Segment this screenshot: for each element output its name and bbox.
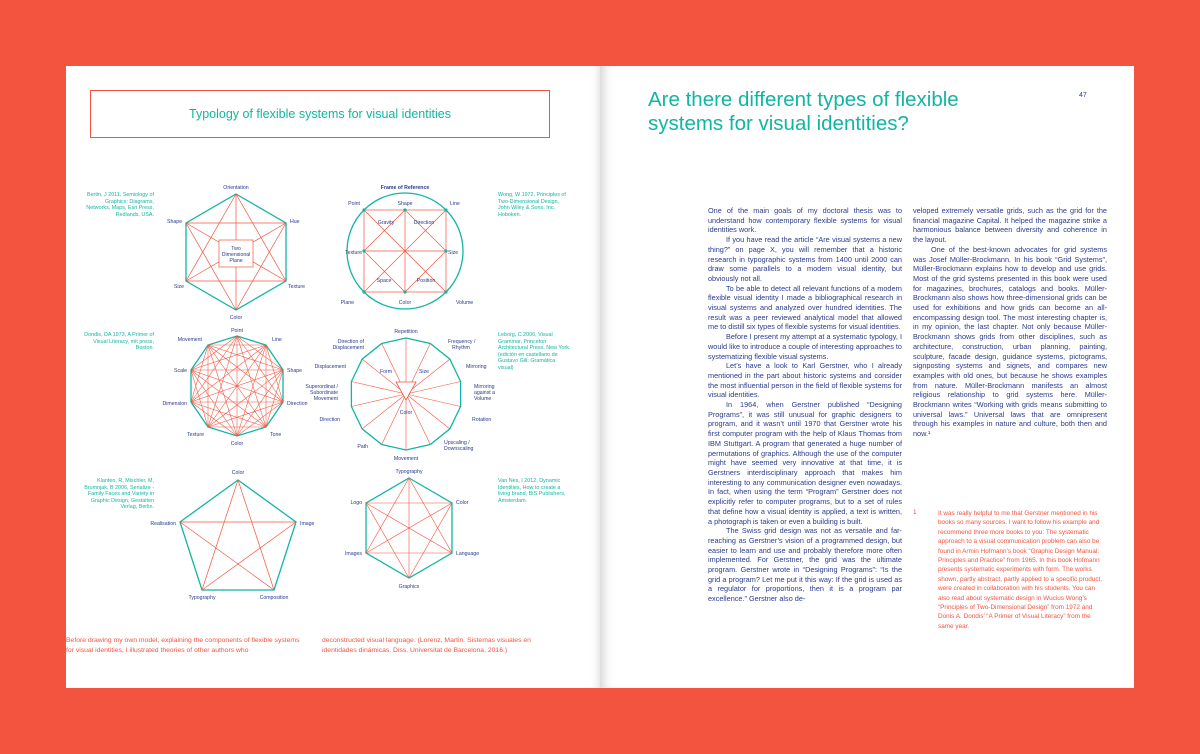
citation-bertin: Bertin, J 2011, Semiology of Graphics: Diagrams, Networks, Maps, Esri Press, Redlands, USA.: [86, 192, 154, 218]
label: Size: [418, 369, 430, 375]
svg-text:Volume: Volume: [474, 396, 492, 402]
label: Mirroring: [466, 364, 487, 370]
label: Typography: [188, 595, 216, 601]
label: Color: [230, 441, 244, 447]
caption-col1: Before drawing my own model, explaining the components of flexible systems for visual identities, I illustrated theories of other authors who: [66, 637, 300, 654]
label: Volume: [456, 300, 474, 306]
headline: Are there different types of flexible systems for visual identities?: [648, 88, 959, 135]
label: Line: [272, 337, 282, 343]
label: Plane: [340, 300, 354, 306]
label: Color: [398, 300, 412, 306]
label: Texture: [288, 284, 306, 290]
label: Form: [379, 369, 393, 375]
label: Color: [231, 470, 245, 476]
label: Logo: [350, 500, 362, 506]
paragraph: If you have read the article “Are visual systems a new thing?” on page X, you will remember that a historic research in typographic systems from 1400 until 2000 can draw some parallels to a modern visual identity, but obviously not all.: [708, 235, 902, 283]
label: Movement: [177, 337, 202, 343]
label: Images: [344, 551, 362, 557]
left-page: [66, 66, 600, 688]
label: Typography: [395, 469, 423, 475]
diagram-dondis: [154, 324, 320, 468]
label: Shape: [287, 368, 303, 374]
typology-title-box: [90, 90, 550, 138]
svg-text:Dimensional: Dimensional: [221, 252, 251, 258]
label: Color: [229, 315, 243, 321]
citation-klanten: Klanten, R, Mischler, M, Brumnjak, B 2006, Serialize - Family Faces and Variety in Graphic Design, Gestalten Verlag, Berlin.: [84, 478, 154, 511]
label: Direction: [413, 220, 435, 226]
label: Displacement: [314, 364, 346, 370]
label: Path: [357, 444, 368, 450]
page-number: 47: [1079, 92, 1087, 99]
label: Realisation: [150, 521, 176, 527]
label: Graphics: [398, 584, 420, 590]
label: Hue: [290, 219, 300, 225]
label: Composition: [259, 595, 289, 601]
paragraph: To be able to detect all relevant functions of a modern flexible visual identity I made a bibliographical research in visual systems and analyzed over hundred identities. The result was a peer reviewed analytical model that allowed me to distill six types of flexible systems for visual identities.: [708, 283, 902, 332]
svg-text:Movement: Movement: [313, 396, 338, 402]
label: Language: [456, 551, 480, 557]
label: Line: [450, 201, 460, 207]
label: Position: [416, 278, 436, 284]
svg-text:Subordinate: Subordinate: [310, 390, 338, 396]
diagram-vannes: [334, 466, 484, 602]
paragraph: In 1964, when Gerstner published “Designing Programs”, it was still unusual for graphic designers to program, and it wasn’t until 1970 that Gerstner wrote his first computer program with the help of Klaus Thomas from IBM Stuttgart. A program that generated a huge number of permutations of graphics. Although the use of the computer might have seemed very innovative at that time, it is Gerstners interdisciplinary approach that makes him interesting to any communication designer even nowadays. In fact, when using the term “Program” Gerstner does not explicitly refer to computer programs, but to a set of rules that define how a visual identity is applied, a text is written, a photograph is taken or even a building is built.: [708, 400, 902, 526]
label: Shape: [397, 201, 413, 207]
svg-text:Displacement: Displacement: [332, 345, 364, 351]
label: Direction: [319, 417, 340, 423]
svg-text:against a: against a: [474, 390, 496, 396]
body-column-1: [708, 206, 902, 604]
paragraph: One of the main goals of my doctoral thesis was to understand how contemporary flexible systems for visual identities work.: [708, 206, 902, 235]
label: Orientation: [223, 185, 249, 191]
label: Space: [376, 278, 392, 284]
label: Texture: [186, 432, 204, 438]
paragraph: One of the best-known advocates for grid systems was Josef Müller-Brockmann. In his book “Grid Systems”, Müller-Brockmann explains how to develop and use grids. Most of the grid systems presented in this book were used for magazines, brochures, catalogs and books. Müller-Brockmann also shows how three-dimensional grids can be used for exhibitions and how grids can become an all-encompassing design tool. The most interesting chapter is, in my opinion, the last chapter. Not only because Müller-Brockmann shows grids from other disciplines, such as architecture, construction, urban planning, painting, sculpture, facade design, guidance systems, pictograms, signposting systems and signets, and compares new examples with old ones, but because he shows examples from nature. Müller-Brockmann manifests an almost religious relationship to grid systems here. Müller-Brockmann writes “Working with grids means submitting to universal laws.” Universal laws that are omnipresent through his examples in nature and culture, both then and now.¹: [913, 244, 1107, 439]
svg-text:Plane: Plane: [229, 258, 243, 264]
label: Gravity: [377, 220, 395, 226]
paragraph: Before I present my attempt at a systematic typology, I would like to introduce a couple of interesting approaches to systematizing flexible visual systems.: [708, 332, 902, 361]
diagram-leborg: [305, 324, 502, 470]
label: Frequency /: [448, 339, 476, 345]
typology-title: Typology of flexible systems for visual identities: [189, 107, 451, 121]
paragraph: Let’s have a look to Karl Gerstner, who I already mentioned in the part about historic systems and consider the most influential person in the field of flexible systems for visual identities.: [708, 361, 902, 400]
label: Upscaling /: [444, 440, 470, 446]
citation-leborg: Leborg, C 2006, Visual Grammar, Princeton Architectural Press, New York. (edición en castellano de Gustavo Gili: Gramática visual): [498, 332, 571, 371]
diagram-klanten: [150, 466, 322, 606]
citation-wong: Wong, W 1972, Principles of Two-Dimensional Design, John Wiley & Sons, Inc, Hoboken.: [498, 192, 566, 218]
diagram-bertin: [162, 180, 310, 344]
label: Texture: [344, 250, 362, 256]
footnote: It was really helpful to me that Gerstner mentioned in his books so many sources. I want to follow his example and recommend three more books to you: The systematic approach to a visual communication problem can also be found in Armin Hofmann’s book “Graphic Design Manual: Principles and Practice” from 1965. In this book Hofmann presents systematic experiments with form. The works shown, partly abstract, partly applied to a specific product, were created in collaboration with his students. You can also read about systematic design in Wucius Wong’s “Principles of Two-Dimensional Design” from 1972 and Donis A. Dondis’ “A Primer of Visual Literacy” from the same year.: [938, 510, 1103, 630]
label: Size: [448, 250, 459, 256]
label: Point: [231, 328, 243, 334]
paragraph: veloped extremely versatile grids, such as the grid for the financial magazine Capital. It helped the magazine strike a harmonious balance between diversity and coherence in the layout.: [913, 206, 1107, 245]
citation-dondis: Dondis, DA 1973, A Primer of Visual Literacy, mit press, Boston.: [84, 332, 154, 352]
label: Color: [399, 410, 413, 416]
label: Scale: [174, 368, 187, 374]
label: Rotation: [472, 417, 492, 423]
svg-text:Rhythm: Rhythm: [452, 345, 470, 351]
label: Mirroring: [474, 384, 495, 390]
label: Shape: [166, 219, 182, 225]
label: Dimension: [162, 401, 187, 407]
label: Repetition: [394, 329, 418, 335]
label: Size: [173, 284, 184, 290]
label: Tone: [270, 432, 282, 438]
right-page: [600, 66, 1134, 688]
label: Superordinat /: [305, 384, 338, 390]
label: Color: [456, 500, 469, 506]
caption-col2: deconstructed visual language. (Lorenz, Martin. Sistemas visuales en identidades dinámicas. Diss. Universitat de Barcelona, 2016.): [322, 637, 531, 654]
label: Direction: [287, 401, 308, 407]
body-column-2: [913, 206, 1107, 439]
label: Direction of: [337, 339, 364, 345]
paragraph: The Swiss grid design was not as versatile and far-reaching as Gerstner’s vision of a programmed design, but easier to learn and use and probably therefore more often implemented. For Gerstner, the grid was the ultimate program. Gerstner wrote in “Designing Programs”: “Is the grid a program? Let me put it this way: If the grid is used as a regulator for proportions, then it is a program par excellence.” Gerstner also de-: [708, 526, 902, 604]
footnote-number: 1: [913, 509, 917, 516]
label: Image: [300, 521, 315, 527]
frame-of-reference-title: Frame of Reference: [380, 185, 430, 191]
label: Point: [348, 201, 360, 207]
label-two-dimensional: Two: [231, 246, 241, 252]
svg-text:Downscaling: Downscaling: [444, 446, 474, 452]
citation-vannes: Van Nes, I 2012, Dynamic Identities, How to create a living brand, BIS Publishers, Amsterdam.: [498, 478, 566, 504]
label: Movement: [393, 456, 419, 462]
